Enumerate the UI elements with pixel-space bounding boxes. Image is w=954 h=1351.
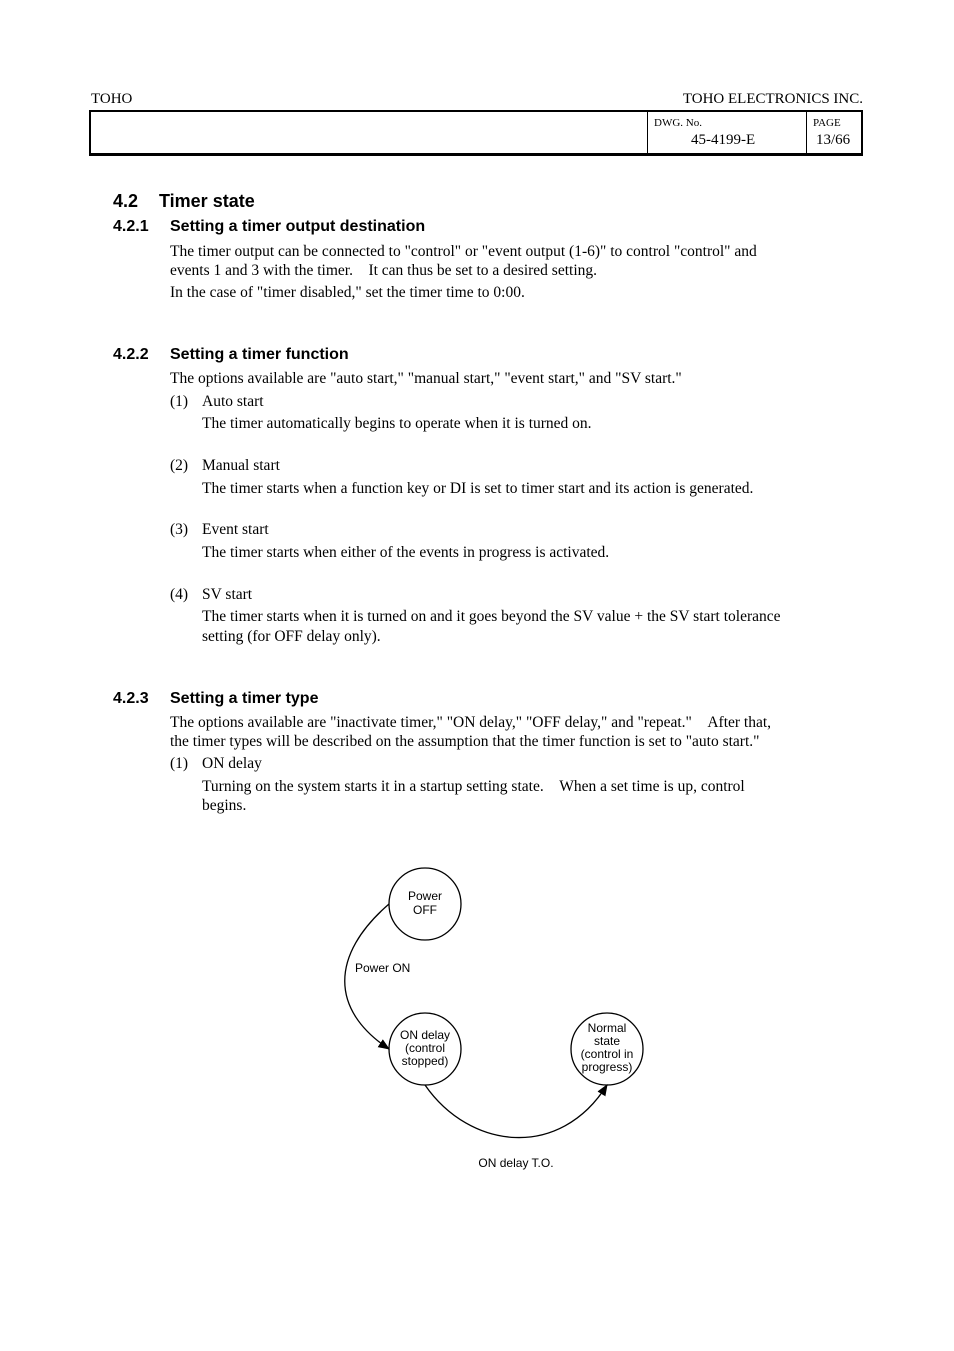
node-label: (control	[404, 1041, 446, 1055]
subsection-title: Setting a timer function	[170, 346, 349, 363]
list-item-description: begins.	[202, 797, 247, 814]
edge-label-power-on: Power ON	[355, 961, 411, 975]
paragraph-line: The options available are "auto start," "manual start," "event start," and "SV start."	[170, 370, 682, 387]
subsection-title: Setting a timer type	[170, 690, 319, 707]
node-label: OFF	[413, 903, 437, 917]
paragraph-line: events 1 and 3 with the timer. It can thus be set to a desired setting.	[170, 262, 598, 279]
dwg-number-value: 45-4199-E	[691, 132, 756, 148]
header-company-name: TOHO ELECTRONICS INC.	[682, 91, 863, 107]
paragraph-line: In the case of "timer disabled," set the timer time to 0:00.	[170, 284, 525, 301]
list-item-description: The timer starts when it is turned on and it goes beyond the SV value + the SV start tolerance	[202, 608, 781, 625]
list-item-title: ON delay	[202, 755, 262, 772]
section-title: Timer state	[159, 191, 255, 211]
subsection-number: 4.2.1	[113, 218, 149, 235]
subsection-title: Setting a timer output destination	[170, 218, 426, 235]
dwg-number-label: DWG. No.	[654, 117, 702, 129]
list-item-title: Event start	[202, 521, 269, 538]
edge-label-on-delay-timeout: ON delay T.O.	[478, 1156, 554, 1170]
list-item-number: (1)	[170, 755, 189, 772]
list-item-description: The timer starts when either of the events in progress is activated.	[202, 544, 610, 561]
page-label: PAGE	[813, 117, 841, 129]
list-item-title: Auto start	[202, 393, 264, 410]
section-number: 4.2	[113, 191, 139, 211]
paragraph-line: the timer types will be described on the assumption that the timer function is set to "auto start."	[170, 733, 760, 750]
list-item-number: (4)	[170, 586, 189, 603]
list-item-title: SV start	[202, 586, 253, 603]
node-label: ON delay	[399, 1028, 451, 1042]
transition-arrow-on-delay-timeout	[425, 1085, 607, 1138]
list-item-description: The timer automatically begins to operate when it is turned on.	[202, 415, 592, 432]
list-item-number: (1)	[170, 393, 189, 410]
header-company-short: TOHO	[91, 91, 133, 107]
transition-arrow-power-on	[345, 904, 389, 1049]
node-label: Power	[407, 889, 443, 903]
paragraph-line: The options available are "inactivate timer," "ON delay," "OFF delay," and "repeat." After that,	[170, 714, 772, 731]
list-item-description: setting (for OFF delay only).	[202, 628, 381, 645]
list-item-number: (2)	[170, 457, 189, 474]
node-label: Normal	[587, 1021, 627, 1035]
node-label: stopped)	[401, 1054, 449, 1068]
list-item-title: Manual start	[202, 457, 280, 474]
page-number-value: 13/66	[816, 132, 851, 148]
subsection-number: 4.2.2	[113, 346, 149, 363]
list-item-description: Turning on the system starts it in a startup setting state. When a set time is up, control	[202, 778, 745, 795]
paragraph-line: The timer output can be connected to "control" or "event output (1-6)" to control "control" and	[170, 243, 757, 260]
list-item-description: The timer starts when a function key or DI is set to timer start and its action is generated.	[202, 480, 754, 497]
subsection-number: 4.2.3	[113, 690, 149, 707]
list-item-number: (3)	[170, 521, 189, 538]
node-label: progress)	[581, 1060, 633, 1074]
node-label: state	[593, 1034, 621, 1048]
node-label: (control in	[580, 1047, 634, 1061]
